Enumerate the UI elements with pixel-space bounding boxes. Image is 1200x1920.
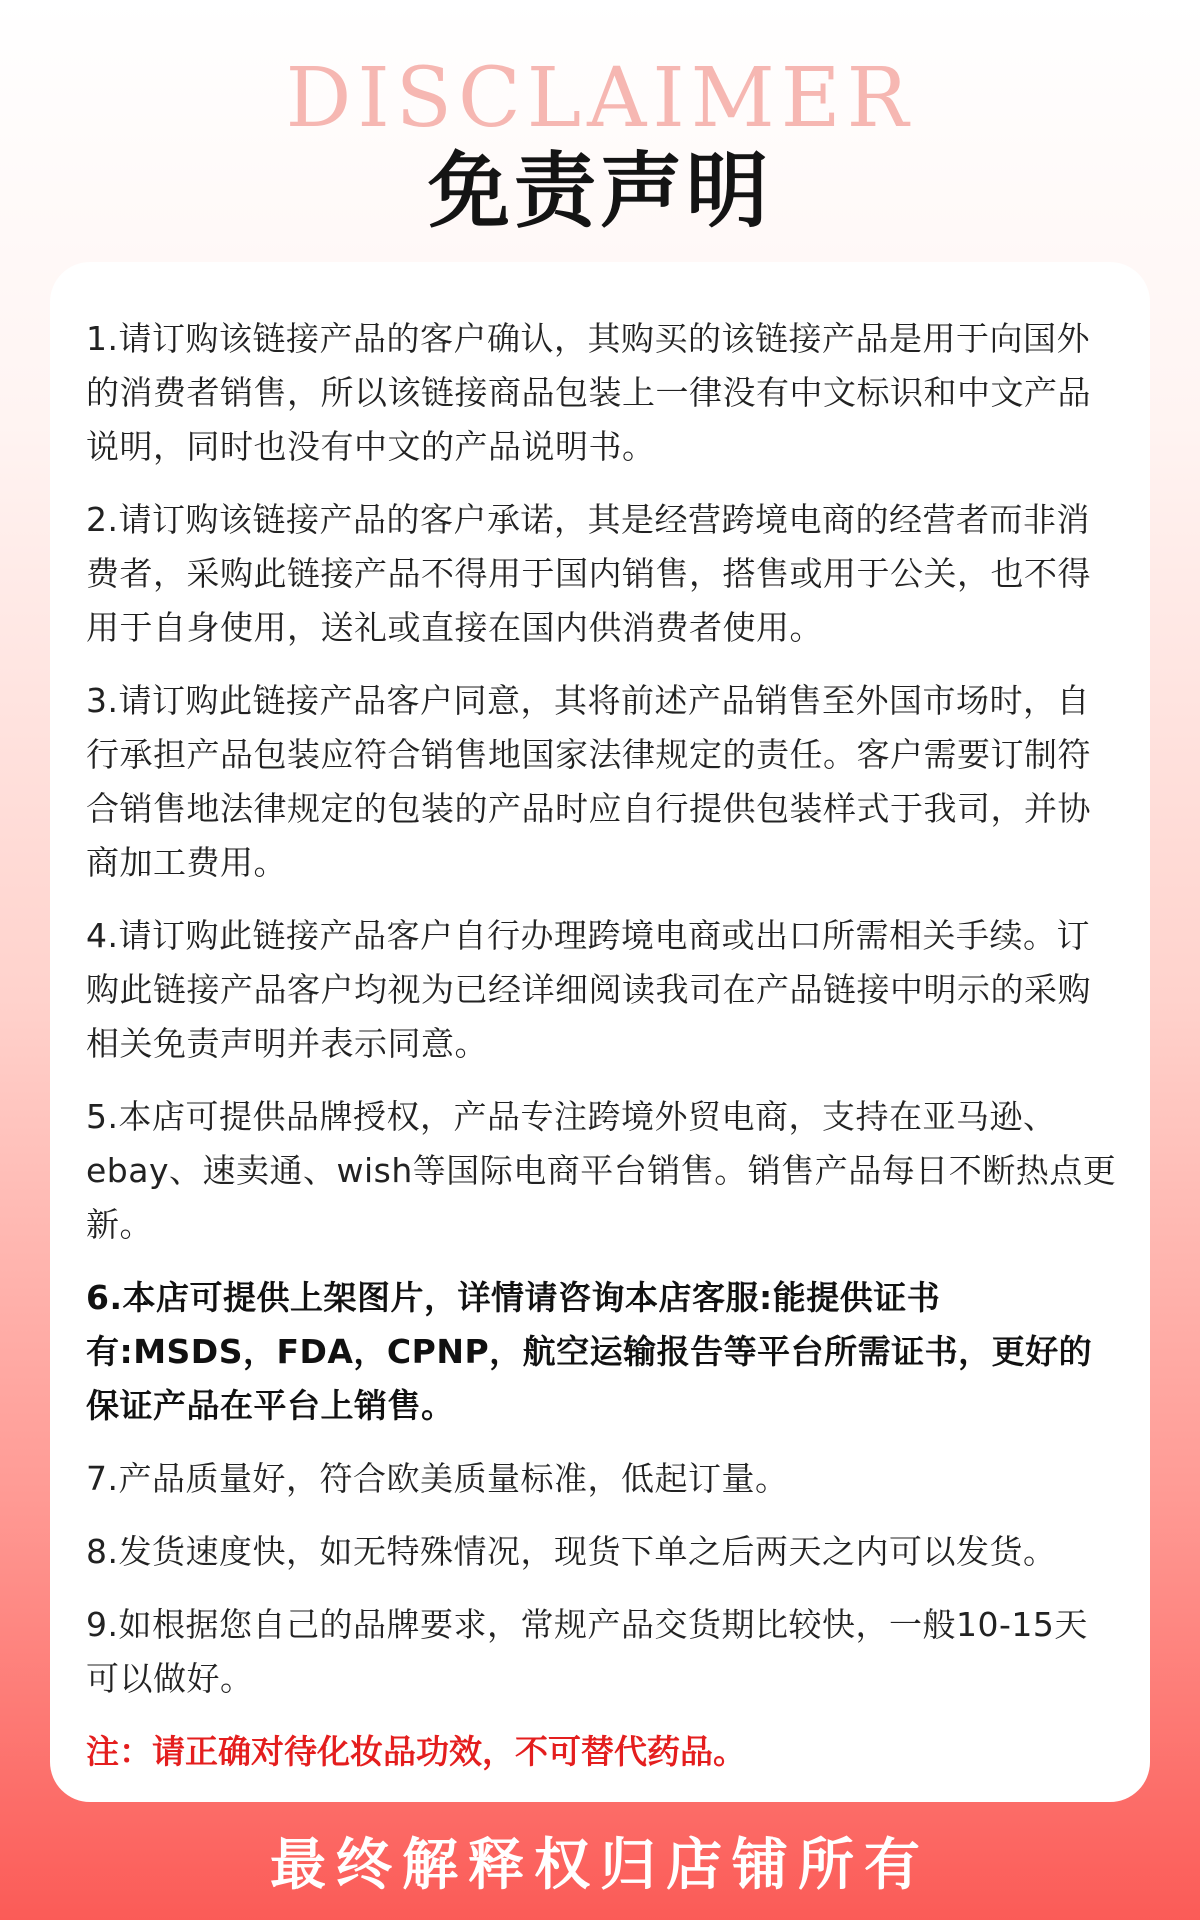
disclaimer-item-1: 1.请订购该链接产品的客户确认，其购买的该链接产品是用于向国外的消费者销售，所以该链接商品包装上一律没有中文标识和中文产品说明，同时也没有中文的产品说明书。 <box>86 319 1091 466</box>
disclaimer-item-8: 8.发货速度快，如无特殊情况，现货下单之后两天之内可以发货。 <box>86 1532 1057 1571</box>
title-english: DISCLAIMER <box>285 51 915 146</box>
disclaimer-item-6: 6.本店可提供上架图片，详情请咨询本店客服:能提供证书有:MSDS，FDA，CPNP，航空运输报告等平台所需证书，更好的保证产品在平台上销售。 <box>86 1278 1093 1425</box>
disclaimer-item-7: 7.产品质量好，符合欧美质量标准，低起订量。 <box>86 1459 789 1498</box>
disclaimer-item-2: 2.请订购该链接产品的客户承诺，其是经营跨境电商的经营者而非消费者，采购此链接产品不得用于国内销售，搭售或用于公关，也不得用于自身使用，送礼或直接在国内供消费者使用。 <box>86 500 1091 647</box>
disclaimer-item-3: 3.请订购此链接产品客户同意，其将前述产品销售至外国市场时，自行承担产品包装应符合销售地国家法律规定的责任。客户需要订制符合销售地法律规定的包装的产品时应自行提供包装样式于我司，并协商加工费用。 <box>86 681 1091 882</box>
header <box>0 0 1200 260</box>
disclaimer-card <box>50 262 1150 1802</box>
warning-note: 注：请正确对待化妆品功效，不可替代药品。 <box>86 1732 746 1771</box>
footer-statement: 最终解释权归店铺所有 <box>270 1832 930 1898</box>
disclaimer-item-5: 5.本店可提供品牌授权，产品专注跨境外贸电商，支持在亚马逊、ebay、速卖通、wish等国际电商平台销售。销售产品每日不断热点更新。 <box>86 1097 1117 1244</box>
disclaimer-item-4: 4.请订购此链接产品客户自行办理跨境电商或出口所需相关手续。订购此链接产品客户均视为已经详细阅读我司在产品链接中明示的采购相关免责声明并表示同意。 <box>86 916 1091 1063</box>
page-title: 免责声明 <box>427 143 772 239</box>
disclaimer-item-9: 9.如根据您自己的品牌要求，常规产品交货期比较快，一般10-15天可以做好。 <box>86 1605 1088 1698</box>
